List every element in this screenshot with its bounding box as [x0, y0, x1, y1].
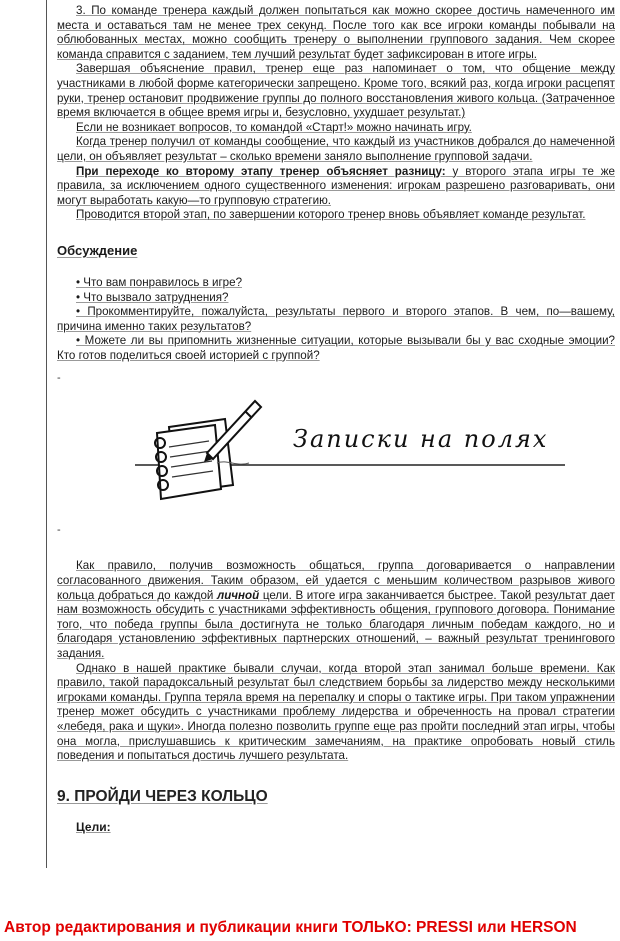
section-heading: 9. ПРОЙДИ ЧЕРЕЗ КОЛЬЦО	[57, 787, 268, 805]
discussion-bullet: • Что вызвало затруднения?	[76, 290, 229, 304]
dash-marker: -	[57, 524, 61, 537]
discussion-bullet: • Можете ли вы припомнить жизненные ситуации, которые вызывали бы у вас сходные эмоции? Кто готов поделиться своей историей с группой?	[57, 334, 615, 362]
discussion-bullet: • Прокомментируйте, пожалуйста, результаты первого и второго этапов. В чем, по—вашему, причина именно таких результатов?	[57, 305, 615, 333]
paragraph-text: Как правило, получив возможность общаться, группа договаривается о направлении согласованного движения. Таким образом, ей удается с меньшим количеством разрывов живого кольца добраться до каждой	[57, 559, 615, 602]
page-content	[57, 4, 615, 834]
paragraph-second-stage	[57, 165, 615, 209]
paragraph: Завершая объяснение правил, тренер еще раз напоминает о том, что общение между участниками в любой форме категорически запрещено. Кроме того, всякий раз, когда игроки расцепят руки, тренер остановит продвижение группы до полного восстановления живого кольца. (Затраченное время включается в общее время игры и, безусловно, ухудшает результат.)	[57, 62, 615, 120]
notebook-pen-icon	[57, 389, 615, 517]
paragraph-text: цели. В итоге игра заканчивается быстрее. Такой результат дает нам возможность обсудить с участниками эффективность общения, группового договора. Понимание того, что победа группы была достигнута не только благодаря личным победам каждого, но и благодаря установлению эффективных партнерских отношений, – важный результат тренингового задания.	[57, 588, 615, 661]
footer-notice: Автор редактирования и публикации книги ТОЛЬКО: PRESSI или HERSON	[4, 919, 577, 936]
margin-rule	[46, 0, 47, 868]
bold-lead: При переходе ко второму этапу тренер объясняет разницу:	[76, 164, 446, 178]
emphasis-word: личной	[217, 588, 260, 602]
paragraph: 3. По команде тренера каждый должен попытаться как можно скорее достичь намеченного им места и оставаться там не менее трех секунд. После того как все игроки команды побывали на облюбованных местах, можно сообщить тренеру о выполнении группового задания. Чем скорее команда справится с заданием, тем лучший результат будет зафиксирован в итоге игры.	[57, 4, 615, 61]
paragraph: Проводится второй этап, по завершении которого тренер вновь объявляет команде результат.	[76, 208, 586, 222]
discussion-bullet: • Что вам понравилось в игре?	[76, 275, 243, 289]
paragraph: Однако в нашей практике бывали случаи, когда второй этап занимал больше времени. Как правило, такой парадоксальный результат был следствием борьбы за лидерство между несколькими игроками команды. Группа теряла время на перепалку и споры о тактике игры. При таком упражнении тренер может обсудить с участниками проблему лидерства и обреченность на провал стратегии «лебедя, рака и щуки». Иногда полезно позволить группе еще раз пройти последний этап игры, чтобы она могла, прислушавшись к критическим замечаниям, на практике опробовать новый стиль поведения и попытаться достичь лучшего результата.	[57, 661, 615, 763]
paragraph: Когда тренер получил от команды сообщение, что каждый из участников добрался до намеченной цели, он объявляет результат – сколько времени заняло выполнение групповой задачи.	[57, 135, 615, 163]
illustration-title: Записки на полях	[293, 425, 549, 454]
paragraph: Если не возникает вопросов, то командой «Старт!» можно начинать игру.	[76, 120, 472, 134]
paragraph	[57, 559, 615, 661]
discussion-heading: Обсуждение	[57, 242, 138, 258]
paragraph-rest: у второго этапа игры те же правила, за исключением одного существенного изменения: игрокам разрешено разговаривать, они могут выработать какую—то групповую стратегию.	[57, 164, 615, 207]
dash-marker: -	[57, 372, 61, 385]
goals-label: Цели:	[76, 819, 111, 834]
margin-notes-illustration	[57, 389, 615, 517]
